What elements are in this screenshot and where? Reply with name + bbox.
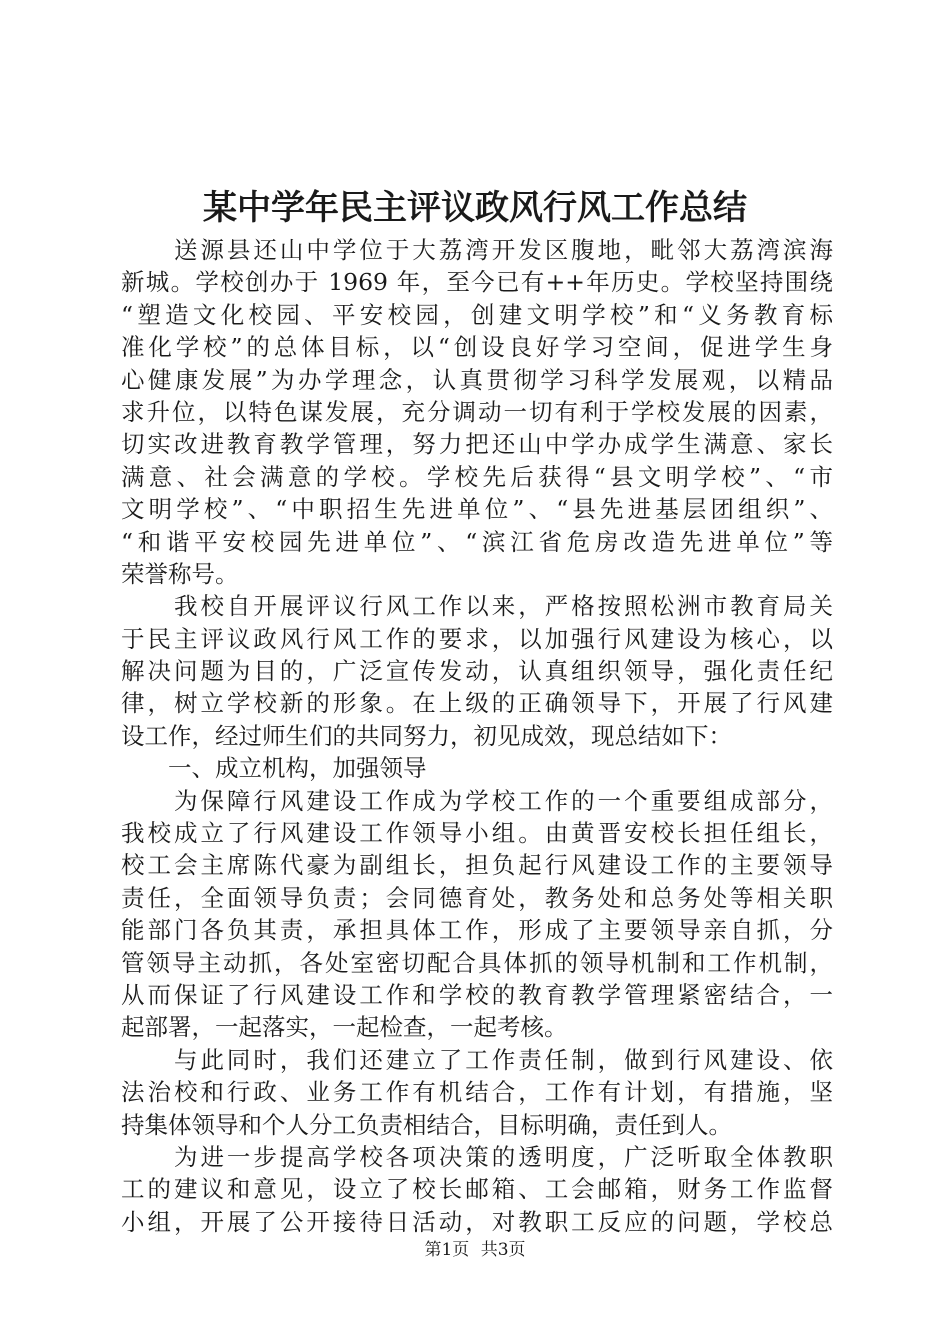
section-heading: 一、成立机构，加强领导 [121, 754, 427, 783]
page-footer [0, 1238, 950, 1262]
document-title: 某中学年民主评议政风行风工作总结 [203, 188, 747, 228]
body-line: 于民主评议政风行风工作的要求，以加强行风建设为核心，以 [121, 624, 833, 653]
document-body [121, 234, 833, 1238]
body-line: 设工作，经过师生们的共同努力，初见成效，现总结如下： [121, 721, 732, 750]
body-line: 律，树立学校新的形象。在上级的正确领导下，开展了行风建 [121, 689, 833, 718]
body-line: 心健康发展”为办学理念，认真贯彻学习科学发展观，以精品 [121, 365, 833, 394]
body-line: 小组，开展了公开接待日活动，对教职工反应的问题，学校总 [121, 1207, 833, 1236]
body-line: 工的建议和意见，设立了校长邮箱、工会邮箱，财务工作监督 [121, 1175, 833, 1204]
body-line: 管领导主动抓，各处室密切配合具体抓的领导机制和工作机制， [121, 948, 833, 977]
body-line: 为进一步提高学校各项决策的透明度，广泛听取全体教职 [121, 1142, 833, 1171]
body-line: 法治校和行政、业务工作有机结合，工作有计划，有措施，坚 [121, 1078, 833, 1107]
body-line: 文明学校”、“中职招生先进单位”、“县先进基层团组织”、 [121, 495, 833, 524]
body-line: 求升位，以特色谋发展，充分调动一切有利于学校发展的因素， [121, 397, 833, 426]
body-line: 满意、社会满意的学校。学校先后获得“县文明学校”、“市 [121, 462, 833, 491]
body-line: 解决问题为目的，广泛宣传发动，认真组织领导，强化责任纪 [121, 657, 833, 686]
body-line: “塑造文化校园、平安校园，创建文明学校”和“义务教育标 [121, 300, 833, 329]
page-total: 共3页 [480, 1240, 526, 1260]
body-line: 起部署，一起落实，一起检查，一起考核。 [121, 1013, 568, 1042]
body-line: 从而保证了行风建设工作和学校的教育教学管理紧密结合，一 [121, 980, 833, 1009]
body-line: 切实改进教育教学管理，努力把还山中学办成学生满意、家长 [121, 430, 833, 459]
body-line: 荣誉称号。 [121, 559, 239, 588]
body-line: 校工会主席陈代豪为副组长，担负起行风建设工作的主要领导 [121, 851, 833, 880]
body-line: 新城。学校创办于 1969 年，至今已有++年历史。学校坚持围绕 [121, 268, 833, 297]
body-line: 责任，全面领导负责；会同德育处，教务处和总务处等相关职 [121, 883, 833, 912]
body-line: 送源县还山中学位于大荔湾开发区腹地，毗邻大荔湾滨海 [121, 236, 833, 264]
body-line: 我校成立了行风建设工作领导小组。由黄晋安校长担任组长， [121, 819, 833, 848]
body-line: 我校自开展评议行风工作以来，严格按照松洲市教育局关 [121, 592, 833, 621]
body-line: 准化学校”的总体目标，以“创设良好学习空间，促进学生身 [121, 333, 833, 362]
body-line: 与此同时，我们还建立了工作责任制，做到行风建设、依 [121, 1045, 833, 1074]
body-line: “和谐平安校园先进单位”、“滨江省危房改造先进单位”等 [121, 527, 833, 556]
page-number: 第1页 [424, 1240, 470, 1260]
body-line: 能部门各负其责，承担具体工作，形成了主要领导亲自抓，分 [121, 916, 833, 945]
body-line: 为保障行风建设工作成为学校工作的一个重要组成部分， [121, 786, 833, 815]
body-line: 持集体领导和个人分工负责相结合，目标明确，责任到人。 [121, 1110, 732, 1139]
